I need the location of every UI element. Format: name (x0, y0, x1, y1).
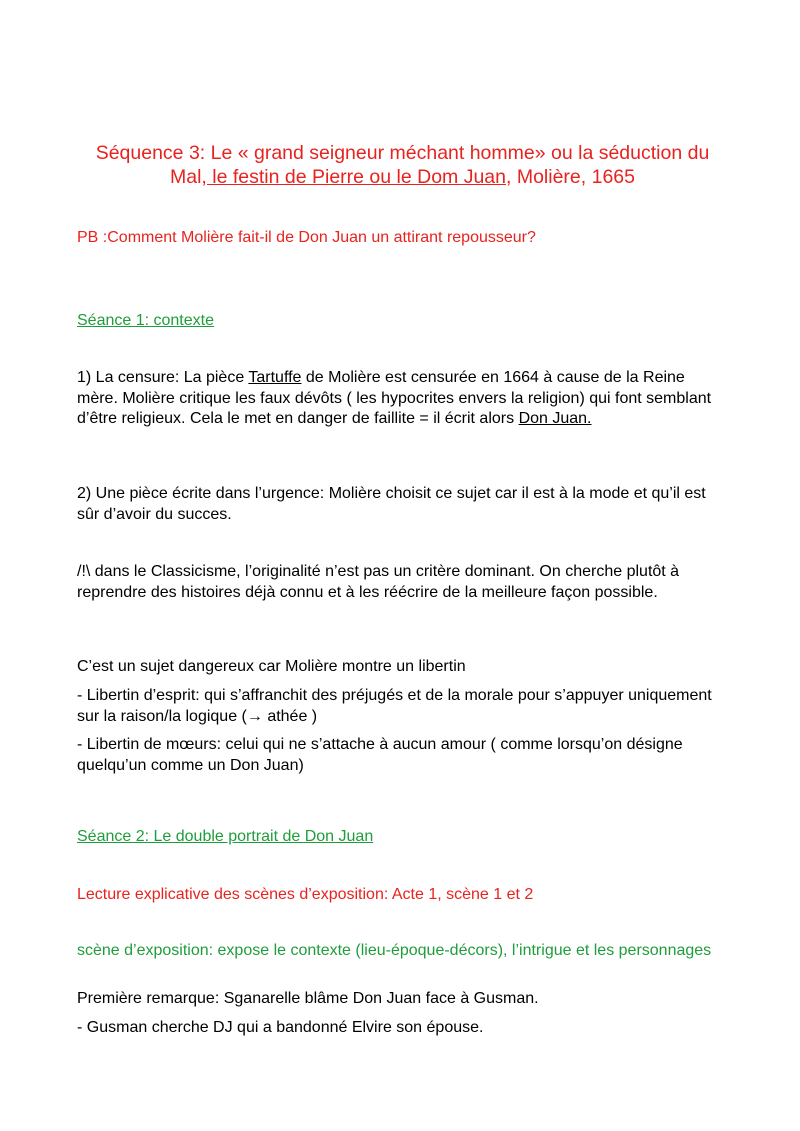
gusman-note: - Gusman cherche DJ qui a bandonné Elvire son épouse. (77, 1019, 484, 1036)
paragraph-censure (77, 368, 727, 430)
scene-exposition-definition: scène d’exposition: expose le contexte (lieu-époque-décors), l’intrigue et les personnages (77, 942, 712, 959)
title-line-2-suffix: , Molière, 1665 (506, 166, 635, 188)
lecture-explicative: Lecture explicative des scènes d’exposition: Acte 1, scène 1 et 2 (77, 886, 534, 903)
seance-2-heading: Séance 2: Le double portrait de Don Juan (77, 828, 374, 845)
paragraph-libertin-intro: C’est un sujet dangereux car Molière montre un libertin (77, 658, 466, 675)
title-play-name: , le festin de Pierre ou le Dom Juan (201, 166, 506, 188)
censure-text-start: 1) La censure: La pièce (77, 369, 249, 386)
title-line-2-prefix: Mal (170, 166, 202, 188)
paragraph-classicisme: /!\ dans le Classicisme, l’originalité n’est pas un critère dominant. On cherche plutôt à reprendre des histoires déjà connu et à les réécrire de la meilleure façon possible. (77, 563, 680, 601)
don-juan-title: Don Juan. (518, 410, 592, 427)
censure-text-middle: de Molière est censurée en 1664 à cause de la Reine mère. Molière critique les faux dévôts ( les hypocrites envers la religion) qui font semblant d’être religieux. Cela le met en danger de faillite = il écrit alors (77, 369, 712, 427)
premiere-remarque: Première remarque: Sganarelle blâme Don Juan face à Gusman. (77, 990, 539, 1007)
title-line-1: Séquence 3: Le « grand seigneur méchant homme» ou la séduction du (95, 142, 710, 164)
paragraph-urgence: 2) Une pièce écrite dans l’urgence: Molière choisit ce sujet car il est à la mode et qu’il est sûr d’avoir du succes. (77, 485, 706, 523)
seance-1-heading: Séance 1: contexte (77, 312, 214, 329)
document-title (70, 141, 735, 189)
tartuffe-title: Tartuffe (248, 369, 302, 386)
paragraph-libertin-esprit: - Libertin d’esprit: qui s’affranchit des préjugés et de la morale pour s’appuyer uniquement sur la raison/la logique (→ athée ) (77, 687, 712, 725)
problematique: PB :Comment Molière fait-il de Don Juan un attirant repousseur? (77, 229, 536, 246)
paragraph-libertin-moeurs: - Libertin de mœurs: celui qui ne s’attache à aucun amour ( comme lorsqu’on désigne quelqu’un comme un Don Juan) (77, 736, 683, 774)
